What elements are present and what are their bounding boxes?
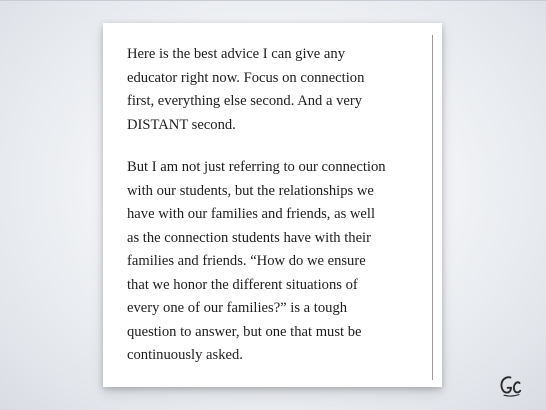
gc-monogram-icon (497, 373, 523, 399)
top-border-line (0, 0, 546, 1)
connection-paragraph: But I am not just referring to our connection with our students, but the relationships we have with our families and friends, as well as the connection students have with their families and friends. “How do we ensure that we honor the different situations of every one of our families?” is a tough question to answer, but one that must be continuously asked. (127, 159, 386, 363)
advice-paragraph: Here is the best advice I can give any educator right now. Focus on connection first, everything else second. And a very DISTANT second. (127, 46, 365, 133)
card-right-rule (432, 35, 433, 380)
